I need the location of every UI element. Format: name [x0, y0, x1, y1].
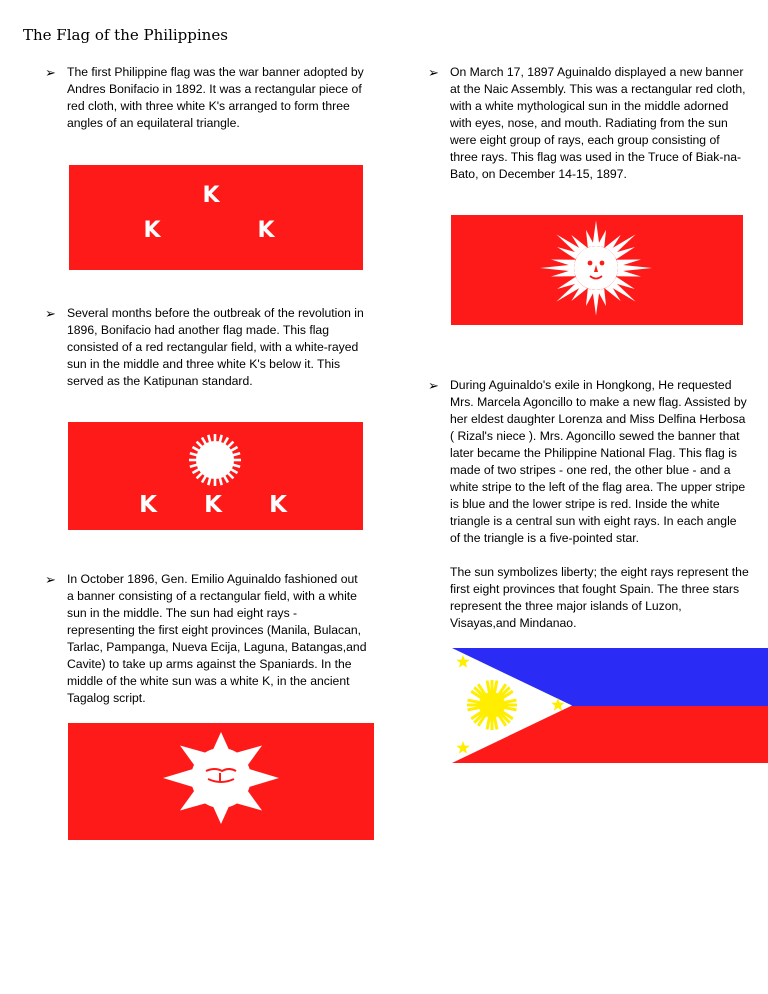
rayed-sun-icon: [189, 434, 241, 486]
arrow-bullet-icon: ➢: [428, 378, 439, 393]
flag-aguinaldo-banner: [68, 723, 374, 840]
flag-letter-k-left: K: [139, 492, 157, 518]
flag-letter-k-right: K: [269, 492, 287, 518]
paragraph: In October 1896, Gen. Emilio Aguinaldo fashioned out a banner consisting of a rectangular field, with a white sun in the middle. The sun had eight rays - representing the first eight provinces (Manila, Bulacan, Tarlac, Pampanga, Nueva Ecija, Laguna, Batangas,and Cavite) to take up arms against the Spaniards. In the middle of the white sun was a white K, in the ancient Tagalog script.: [67, 572, 367, 705]
flag-letter-k-top: K: [202, 183, 220, 208]
flag-letter-k-right: K: [257, 218, 275, 243]
page-title: The Flag of the Philippines: [23, 26, 228, 44]
sun-icon: [467, 680, 517, 730]
flag-philippine-national: [452, 648, 768, 763]
flag-field: [69, 165, 363, 270]
paragraph: During Aguinaldo's exile in Hongkong, He requested Mrs. Marcela Agoncillo to make a new flag. Assisted by her eldest daughter Lorenza and Miss Delfina Herbosa ( Rizal's niece ). Mrs. Agoncillo sewed the banner that later became the Philippine National Flag. This flag is made of two stripes - one red, the other blue - and a white stripe to the left of the flag area. The upper stripe is blue and the lower stripe is red. Inside the white triangle is a central sun with eight rays. In each angle of the triangle is a five-pointed star.: [450, 378, 747, 545]
paragraph: The first Philippine flag was the war banner adopted by Andres Bonifacio in 1892. It was a rectangular piece of red cloth, with three white K's arranged to form three angles of an equilateral triangle.: [67, 65, 364, 130]
list-item-naic-assembly-flag: [428, 64, 750, 183]
flag-letter-k-middle: K: [204, 492, 222, 518]
arrow-bullet-icon: ➢: [45, 572, 56, 587]
list-item-national-flag: [428, 377, 750, 632]
list-item-aguinaldo-banner: [45, 571, 367, 707]
paragraph: The sun symbolizes liberty; the eight rays represent the first eight provinces that fought Spain. The three stars represent the three major islands of Luzon, Visayas,and Mindanao.: [450, 565, 749, 630]
flag-naic-assembly: [451, 215, 743, 325]
arrow-bullet-icon: ➢: [45, 65, 56, 80]
arrow-bullet-icon: ➢: [45, 306, 56, 321]
flag-bonifacio-war-banner: [69, 165, 363, 270]
flag-letter-k-left: K: [143, 218, 161, 243]
flag-katipunan-standard: [68, 422, 363, 530]
paragraph: Several months before the outbreak of the revolution in 1896, Bonifacio had another flag made. This flag consisted of a red rectangular field, with a white-rayed sun in the middle and three white K's below it. This served as the Katipunan standard.: [67, 306, 364, 388]
paragraph: On March 17, 1897 Aguinaldo displayed a new banner at the Naic Assembly. This was a rectangular red cloth, with a white mythological sun in the middle adorned with eyes, nose, and mouth. Radiating from the sun were eight group of rays, each group consisting of three rays. This flag was used in the Truce of Biak-na-Bato, on December 14-15, 1897.: [450, 65, 746, 181]
list-item-first-flag: [45, 64, 367, 132]
list-item-katipunan-standard: [45, 305, 367, 390]
arrow-bullet-icon: ➢: [428, 65, 439, 80]
